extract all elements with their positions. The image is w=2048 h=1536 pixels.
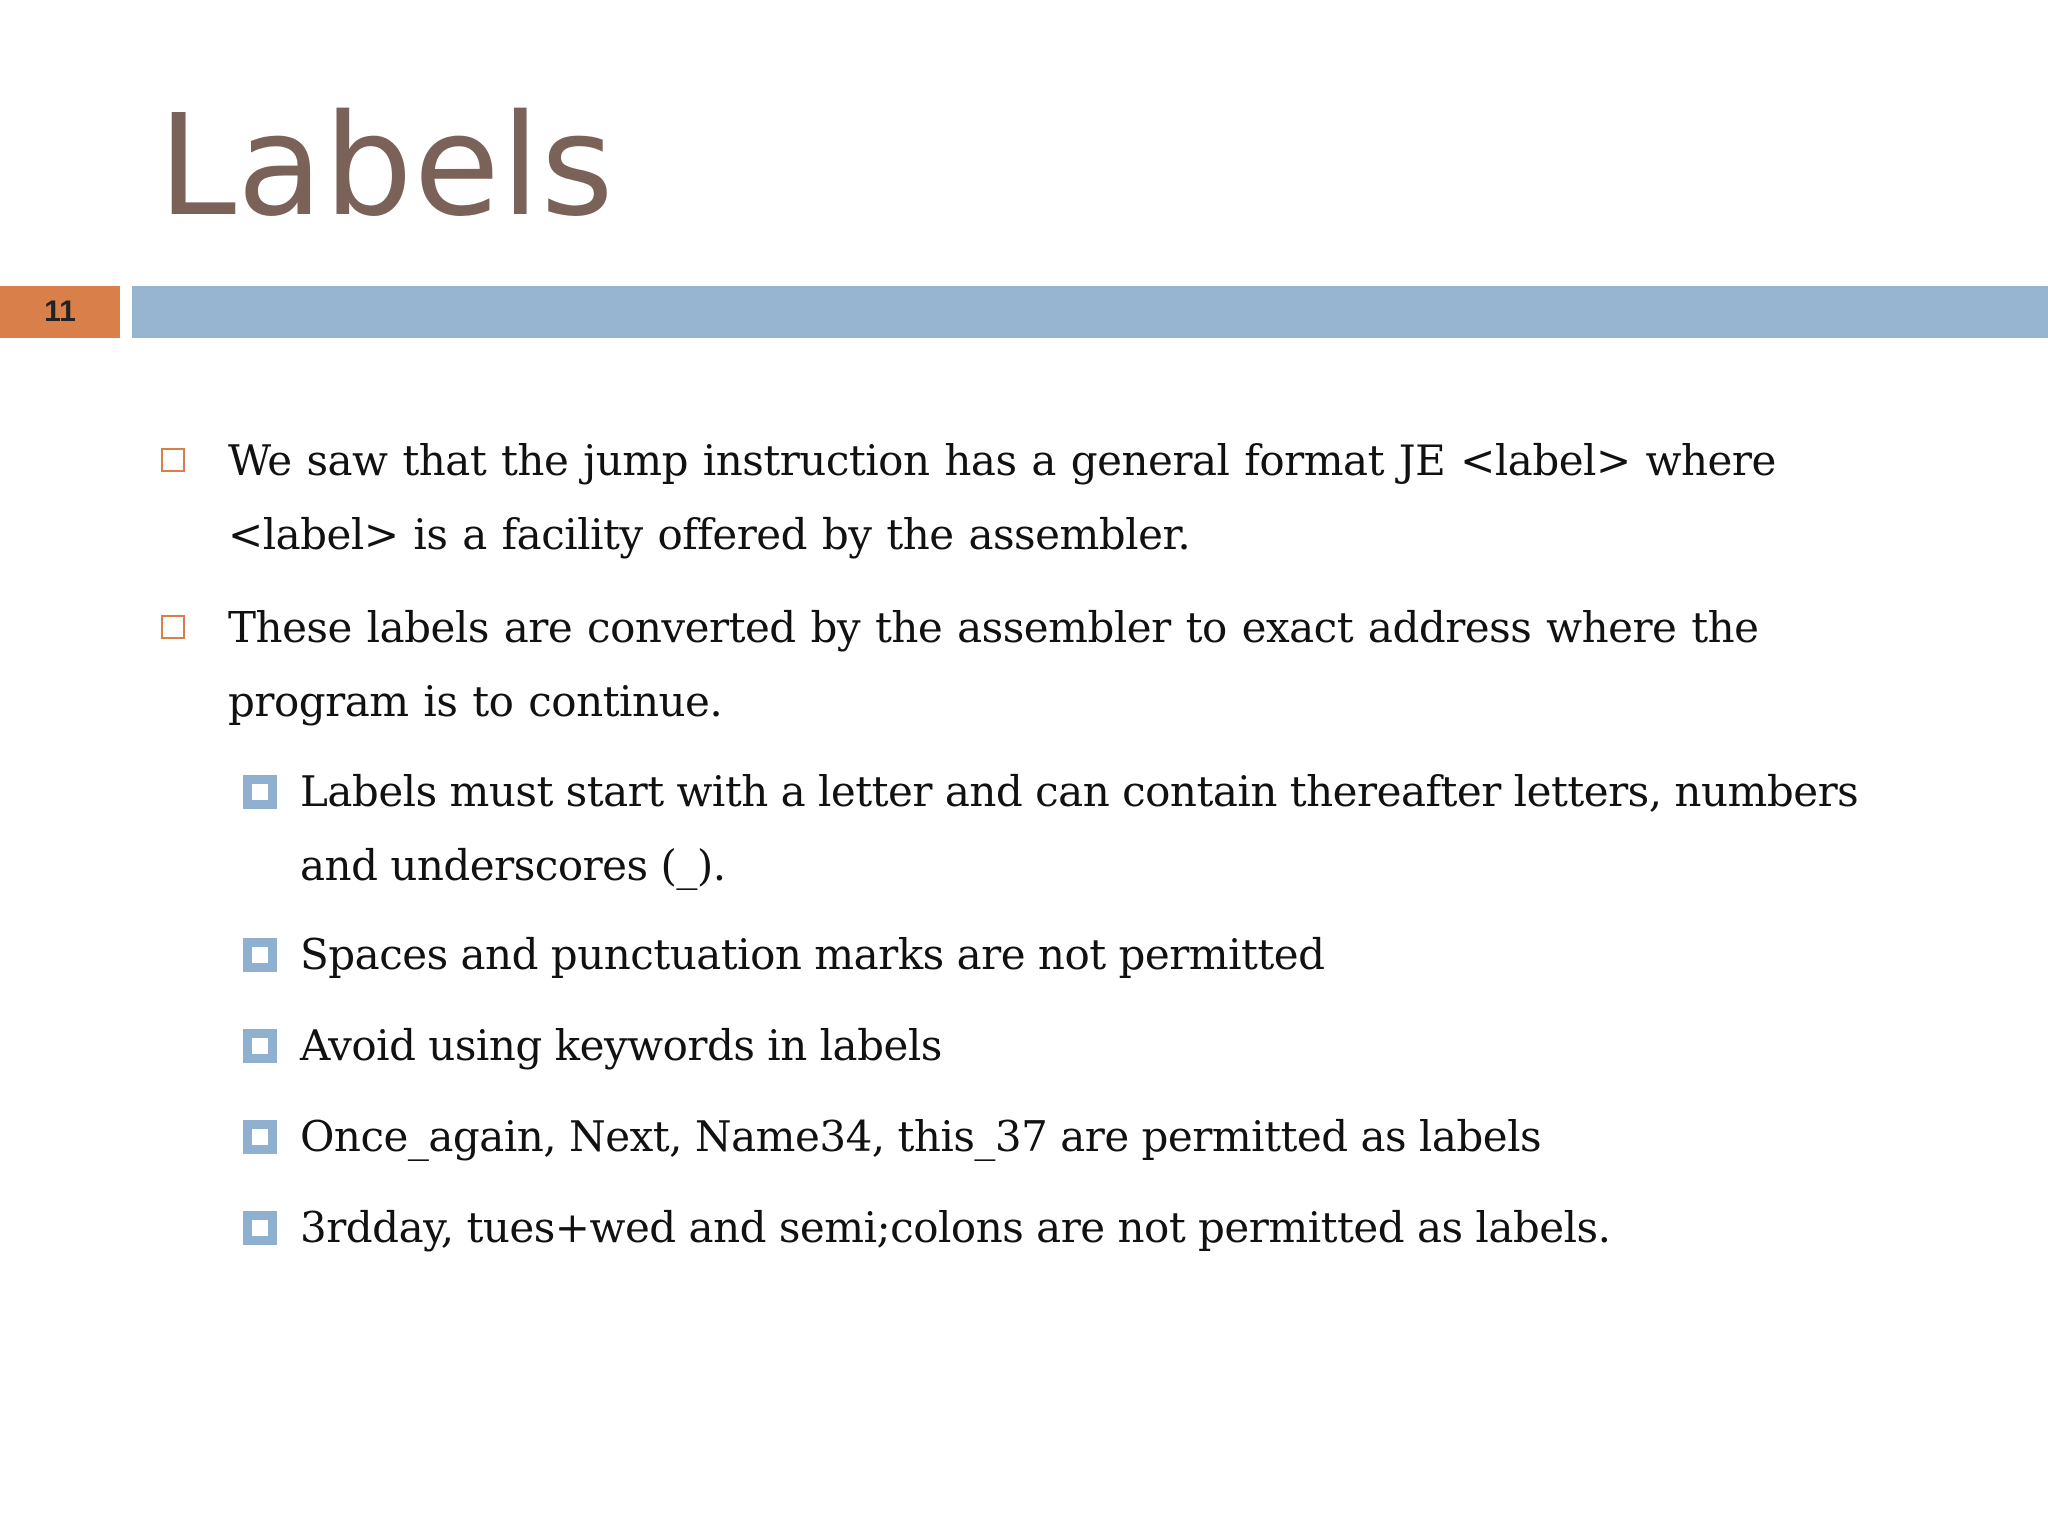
sub-bullet-text: Avoid using keywords in labels [300,1021,942,1070]
square-bullet-icon [243,775,277,809]
hollow-square-bullet-icon [161,615,185,639]
bullet-text: These labels are converted by the assembler to exact address where the program is to continue. [228,603,1759,726]
square-bullet-icon [243,1211,277,1245]
square-bullet-icon [243,1029,277,1063]
hollow-square-bullet-icon [161,448,185,472]
sub-bullet-text: Once_again, Next, Name34, this_37 are permitted as labels [300,1112,1542,1161]
slide-number: 11 [44,295,76,328]
bullet-text: We saw that the jump instruction has a general format JE <label> where <label> is a facility offered by the assembler. [228,436,1776,559]
square-bullet-icon [243,1120,277,1154]
sub-bullet-text: Labels must start with a letter and can contain thereafter letters, numbers and underscores (_). [300,767,1859,890]
sub-bullet-text: 3rdday, tues+wed and semi;colons are not permitted as labels. [300,1203,1611,1252]
square-bullet-icon [243,938,277,972]
sub-bullet-text: Spaces and punctuation marks are not permitted [300,930,1325,979]
slide-title: Labels [158,85,615,248]
